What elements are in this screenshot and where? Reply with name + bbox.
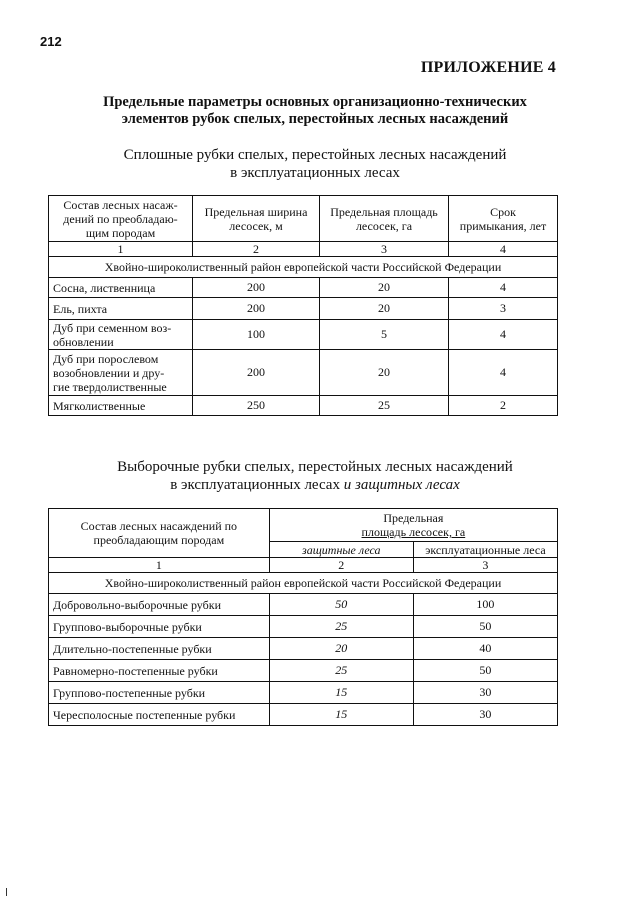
column-number: 2 xyxy=(269,558,413,573)
header-text: площадь лесосек, га xyxy=(361,525,466,539)
region-label: Хвойно-широколиственный район европейской части Российской Федерации xyxy=(49,257,558,278)
table-row xyxy=(49,704,558,726)
species-label-line: обновлении xyxy=(53,334,114,349)
protective-value: 15 xyxy=(269,704,413,726)
width-value: 200 xyxy=(193,350,320,396)
protective-value: 25 xyxy=(269,660,413,682)
term-value: 4 xyxy=(449,278,558,298)
header-text: Состав лесных насаж- xyxy=(63,197,178,212)
column-number: 1 xyxy=(49,558,270,573)
column-number-row xyxy=(49,242,558,257)
main-title xyxy=(60,94,570,128)
header-composition xyxy=(49,509,270,558)
table-header-row xyxy=(49,196,558,242)
cutting-type-label: Равномерно-постепенные рубки xyxy=(49,660,270,682)
table-row xyxy=(49,594,558,616)
header-max-area xyxy=(269,509,557,542)
operational-value: 50 xyxy=(413,660,557,682)
table-row xyxy=(49,320,558,350)
table-row xyxy=(49,660,558,682)
species-label: Мягколиственные xyxy=(49,396,193,416)
header-text: Состав лесных насаждений по xyxy=(80,519,238,533)
cutting-type-label: Добровольно-выборочные рубки xyxy=(49,594,270,616)
header-width xyxy=(193,196,320,242)
protective-value: 20 xyxy=(269,638,413,660)
species-label-line: Дуб при порослевом xyxy=(53,351,159,366)
area-value: 20 xyxy=(320,350,449,396)
header-protective: защитные леса xyxy=(269,542,413,558)
section1-title-line: Сплошные рубки спелых, перестойных лесных насаждений xyxy=(123,147,507,163)
term-value: 3 xyxy=(449,298,558,320)
section2-title-line: Выборочные рубки спелых, перестойных лесных насаждений xyxy=(117,459,513,475)
column-number: 1 xyxy=(49,242,193,257)
column-number: 3 xyxy=(413,558,557,573)
section2-title-italic: и защитных лесах xyxy=(343,477,460,493)
region-label: Хвойно-широколиственный район европейской части Российской Федерации xyxy=(49,573,558,594)
table-row xyxy=(49,298,558,320)
cutting-type-label: Чересполосные постепенные рубки xyxy=(49,704,270,726)
area-value: 5 xyxy=(320,320,449,350)
operational-value: 50 xyxy=(413,616,557,638)
table-row xyxy=(49,682,558,704)
protective-value: 25 xyxy=(269,616,413,638)
page-number: 212 xyxy=(40,34,62,49)
cutting-type-label: Группово-постепенные рубки xyxy=(49,682,270,704)
section2-title xyxy=(60,458,570,494)
width-value: 200 xyxy=(193,278,320,298)
table-row xyxy=(49,616,558,638)
species-label-line: возобновлении и дру- xyxy=(53,365,165,380)
term-value: 4 xyxy=(449,350,558,396)
header-text: Предельная площадь xyxy=(330,204,438,219)
header-text: лесосек, м xyxy=(229,218,283,233)
species-label xyxy=(49,350,193,396)
header-term xyxy=(449,196,558,242)
table-row xyxy=(49,350,558,396)
region-row xyxy=(49,573,558,594)
header-text: Предельная ширина xyxy=(204,204,308,219)
cutting-type-label: Длительно-постепенные рубки xyxy=(49,638,270,660)
table-row xyxy=(49,278,558,298)
column-number: 2 xyxy=(193,242,320,257)
region-row xyxy=(49,257,558,278)
width-value: 250 xyxy=(193,396,320,416)
margin-mark xyxy=(6,888,7,896)
header-text: примыкания, лет xyxy=(459,218,547,233)
column-number: 4 xyxy=(449,242,558,257)
main-title-line: Предельные параметры основных организационно-технических xyxy=(103,94,527,110)
table-row xyxy=(49,396,558,416)
table-header-row xyxy=(49,509,558,542)
header-operational: эксплуатационные леса xyxy=(413,542,557,558)
header-text: Предельная xyxy=(383,511,444,525)
width-value: 200 xyxy=(193,298,320,320)
area-value: 25 xyxy=(320,396,449,416)
term-value: 2 xyxy=(449,396,558,416)
header-text: дений по преобладаю- xyxy=(63,211,178,226)
operational-value: 30 xyxy=(413,682,557,704)
species-label: Сосна, лиственница xyxy=(49,278,193,298)
header-composition xyxy=(49,196,193,242)
clear-cutting-table xyxy=(48,195,558,416)
area-value: 20 xyxy=(320,298,449,320)
protective-value: 15 xyxy=(269,682,413,704)
section1-title xyxy=(60,146,570,182)
header-text: Срок xyxy=(490,204,516,219)
width-value: 100 xyxy=(193,320,320,350)
section1-title-line: в эксплуатационных лесах xyxy=(230,165,400,181)
section2-title-line xyxy=(60,476,570,494)
species-label-line: гие твердолиственные xyxy=(53,379,167,394)
column-number: 3 xyxy=(320,242,449,257)
species-label xyxy=(49,320,193,350)
header-text: щим породам xyxy=(85,225,156,240)
header-area xyxy=(320,196,449,242)
operational-value: 100 xyxy=(413,594,557,616)
main-title-line: элементов рубок спелых, перестойных лесных насаждений xyxy=(121,111,509,127)
header-text: лесосек, га xyxy=(355,218,413,233)
header-text: преобладающим породам xyxy=(93,533,225,547)
operational-value: 30 xyxy=(413,704,557,726)
protective-value: 50 xyxy=(269,594,413,616)
term-value: 4 xyxy=(449,320,558,350)
cutting-type-label: Группово-выборочные рубки xyxy=(49,616,270,638)
table-row xyxy=(49,638,558,660)
column-number-row xyxy=(49,558,558,573)
section2-title-plain: в эксплуатационных лесах xyxy=(170,477,344,493)
species-label-line: Дуб при семенном воз- xyxy=(53,320,172,335)
operational-value: 40 xyxy=(413,638,557,660)
selective-cutting-table xyxy=(48,508,558,726)
species-label: Ель, пихта xyxy=(49,298,193,320)
appendix-label: ПРИЛОЖЕНИЕ 4 xyxy=(420,59,556,76)
area-value: 20 xyxy=(320,278,449,298)
